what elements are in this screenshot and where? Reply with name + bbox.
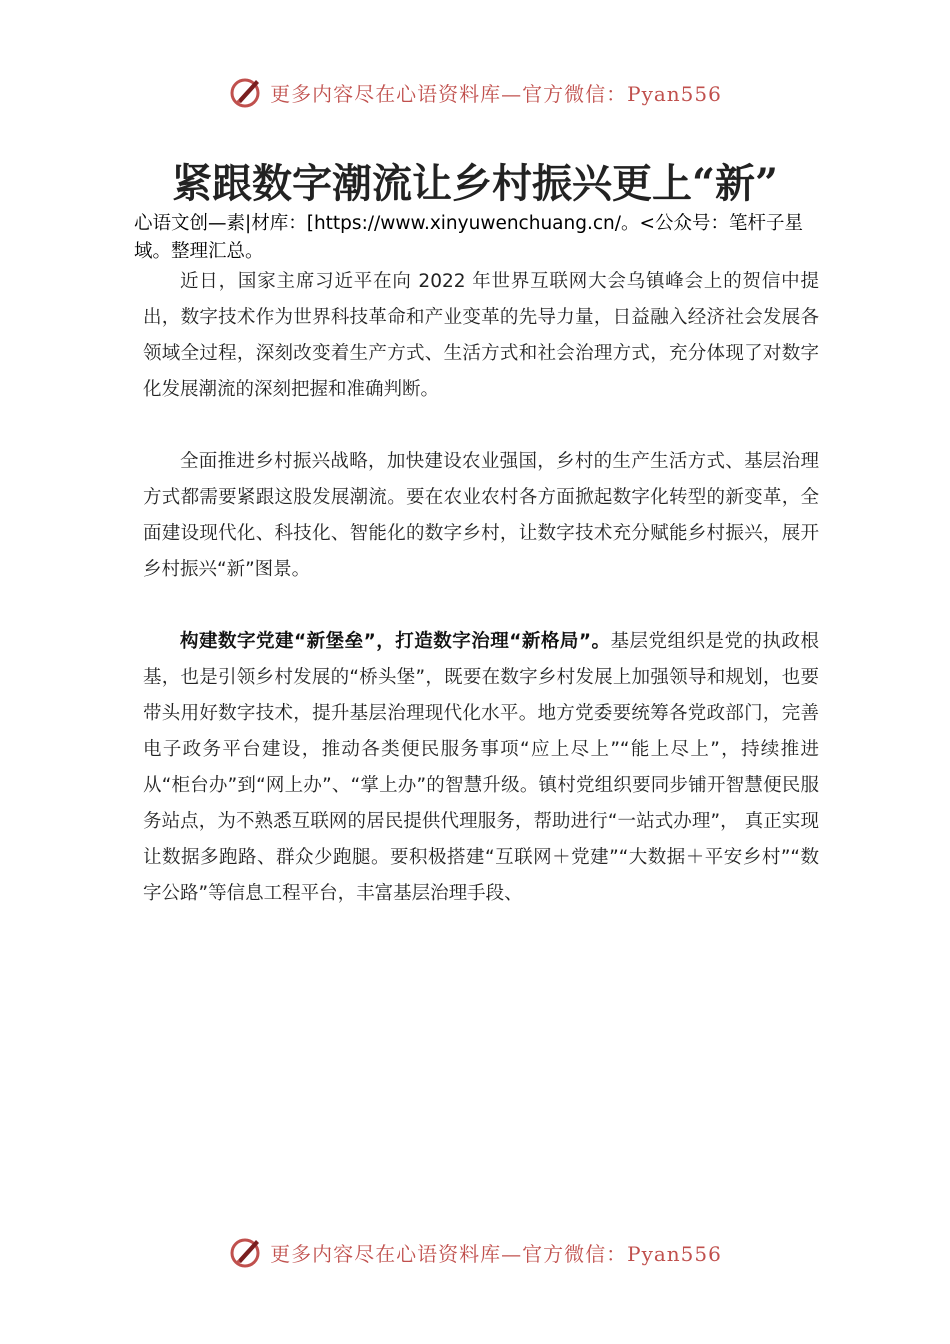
paragraph [143, 624, 819, 912]
page-title: 紧跟数字潮流让乡村振兴更上“新” [171, 160, 778, 207]
banner-text: 更多内容尽在心语资料库—官方微信：Pyan556 [270, 81, 722, 106]
paragraph-text: 基层党组织是党的执政根基，也是引领乡村发展的“桥头堡”，既要在数字乡村发展上加强领导和规划，也要带头用好数字技术，提升基层治理现代化水平。地方党委要统筹各党政部门，完善电子政务平台建设，推动各类便民服务事项“应上尽上”“能上尽上”，持续推进从“柜台办”到“网上办”、“掌上办”的智慧升级。镇村党组织要同步铺开智慧便民服务站点，为不熟悉互联网的居民提供代理服务，帮助进行“一站式办理”， 真正实现让数据多跑路、群众少跑腿。要积极搭建“互联网＋党建”“大数据＋平安乡村”“数字公路”等信息工程平台，丰富基层治理手段、 [143, 631, 819, 904]
brush-logo-icon [228, 74, 264, 110]
banner-text: 更多内容尽在心语资料库—官方微信：Pyan556 [270, 1241, 722, 1266]
brush-logo-icon [228, 1234, 264, 1270]
footer-banner [0, 1232, 950, 1272]
article-body [143, 264, 819, 948]
paragraph-lead: 构建数字党建“新堡垒”，打造数字治理“新格局”。 [180, 631, 611, 652]
paragraph-text: 全面推进乡村振兴战略，加快建设农业强国，乡村的生产生活方式、基层治理方式都需要紧跟这股发展潮流。要在农业农村各方面掀起数字化转型的新变革，全面建设现代化、科技化、智能化的数字乡村，让数字技术充分赋能乡村振兴，展开乡村振兴“新”图景。 [143, 451, 819, 580]
source-line: 心语文创—素|材库：[https://www.xinyuwenchuang.cn/。<公众号：笔杆子星域。整理汇总。 [134, 213, 804, 262]
paragraph-text: 近日，国家主席习近平在向 2022 年世界互联网大会乌镇峰会上的贺信中提出，数字技术作为世界科技革命和产业变革的先导力量，日益融入经济社会发展各领域全过程，深刻改变着生产方式、生活方式和社会治理方式，充分体现了对数字化发展潮流的深刻把握和准确判断。 [143, 271, 819, 400]
paragraph [143, 264, 819, 408]
header-banner [0, 72, 950, 112]
paragraph [143, 444, 819, 588]
